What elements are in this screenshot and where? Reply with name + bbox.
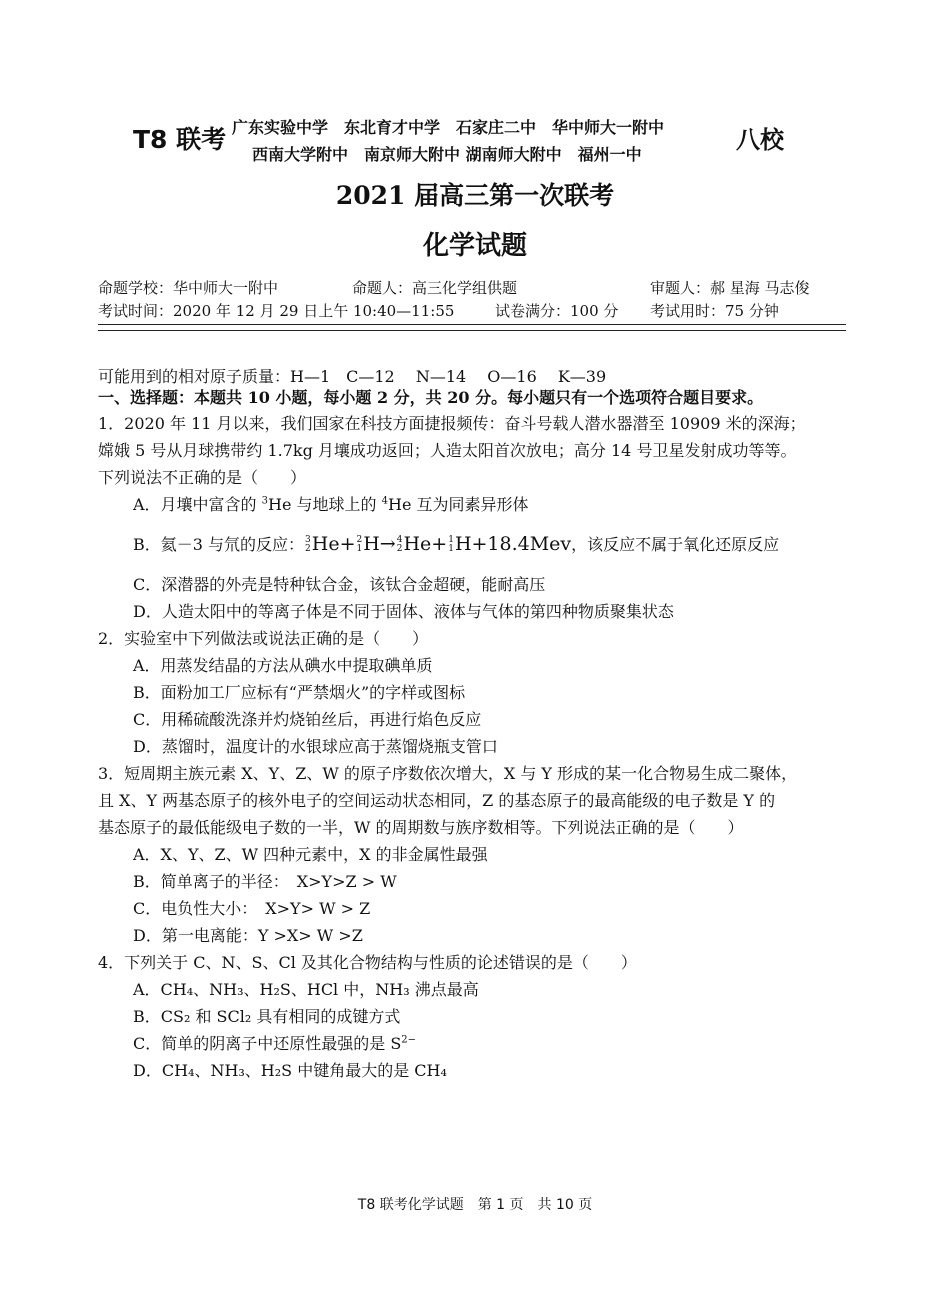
schools-suffix: 八校 — [736, 125, 784, 154]
q1-b-text-post: ，该反应不属于氧化还原反应 — [571, 535, 780, 554]
q1-b-text-pre: B．氦－3 与氘的反应： — [133, 535, 305, 554]
meta-duration: 考试用时：75 分钟 — [650, 302, 779, 320]
q1-a-mass-4: 4 — [381, 495, 389, 507]
page-footer: T8 联考化学试题 第 1 页 共 10 页 — [357, 1197, 593, 1213]
q2-option-a: A．用蒸发结晶的方法从碘水中提取碘单质 — [133, 656, 433, 675]
brand-label: T8 联考 — [133, 125, 227, 154]
header-rule-top — [98, 324, 846, 325]
nuclear-equation: 3 2 He+ 2 1 H→ 4 2 He+ 1 1 H+18.4Mev — [305, 533, 572, 555]
q1-a-text-post: He 互为同素异形体 — [388, 495, 529, 514]
section-1-heading: 一、选择题：本题共 10 小题，每小题 2 分，共 20 分。每小题只有一个选项符合题目要求。 — [98, 388, 764, 407]
subject-title: 化学试题 — [422, 231, 527, 261]
q1-a-text-mid: He 与地球上的 — [268, 495, 382, 514]
meta-full-score: 试卷满分：100 分 — [495, 302, 619, 320]
q3-stem-line-2: 且 X、Y 两基态原子的核外电子的空间运动状态相同，Z 的基态原子的最高能级的电子数是 Y 的 — [98, 791, 776, 810]
q4-option-d: D．CH₄、NH₃、H₂S 中键角最大的是 CH₄ — [133, 1061, 447, 1080]
q3-option-a: A．X、Y、Z、W 四种元素中，X 的非金属性最强 — [133, 845, 488, 864]
meta-author: 命题人：高三化学组供题 — [352, 279, 518, 297]
q1-stem-line-3: 下列说法不正确的是（ ） — [98, 468, 307, 487]
q3-stem-line-1: 3．短周期主族元素 X、Y、Z、W 的原子序数依次增大，X 与 Y 形成的某一化合物易生成二聚体， — [98, 764, 798, 783]
q3-option-b: B．简单离子的半径： X>Y>Z > W — [133, 872, 397, 891]
q1-option-c: C．深潜器的外壳是特种钛合金，该钛合金超硬，能耐高压 — [133, 575, 546, 594]
schools-row-2: 西南大学附中 南京师大附中 湖南师大附中 福州一中 — [252, 145, 642, 164]
q2-option-b: B．面粉加工厂应标有“严禁烟火”的字样或图标 — [133, 683, 466, 702]
q4-option-c — [133, 1034, 416, 1054]
q4-option-b: B．CS₂ 和 SCl₂ 具有相同的成键方式 — [133, 1007, 401, 1026]
q1-a-text-pre: A．月壤中富含的 — [133, 495, 262, 514]
q1-option-a — [133, 495, 529, 515]
exam-title: 2021 届高三第一次联考 — [335, 181, 615, 210]
meta-time: 考试时间：2020 年 12 月 29 日上午 10:40—11:55 — [98, 302, 455, 320]
q4-option-a: A．CH₄、NH₃、H₂S、HCl 中，NH₃ 沸点最高 — [133, 980, 479, 999]
q1-a-mass-3: 3 — [261, 495, 269, 507]
meta-reviewer: 审题人：郝 星海 马志俊 — [650, 279, 810, 297]
atomic-masses: 可能用到的相对原子质量：H—1 C—12 N—14 O—16 K—39 — [98, 367, 607, 386]
q1-stem-line-1: 1．2020 年 11 月以来，我们国家在科技方面捷报频传：奋斗号载人潜水器潜至 10909 米的深海； — [98, 414, 806, 433]
q4-c-text: C．简单的阴离子中还原性最强的是 S — [133, 1034, 402, 1053]
q3-option-c: C．电负性大小： X>Y> W > Z — [133, 899, 371, 918]
q1-option-b — [133, 534, 779, 555]
header-rule-bottom — [98, 330, 846, 331]
q1-option-d: D．人造太阳中的等离子体是不同于固体、液体与气体的第四种物质聚集状态 — [133, 602, 674, 621]
schools-row-1: 广东实验中学 东北育才中学 石家庄二中 华中师大一附中 — [232, 118, 665, 137]
q3-stem-line-3: 基态原子的最低能级电子数的一半，W 的周期数与族序数相等。下列说法正确的是（ ） — [98, 818, 744, 837]
q2-option-c: C．用稀硫酸洗涤并灼烧铂丝后，再进行焰色反应 — [133, 710, 482, 729]
q1-stem-line-2: 嫦娥 5 号从月球携带约 1.7kg 月壤成功返回；人造太阳首次放电；高分 14 号卫星发射成功等等。 — [98, 441, 797, 460]
q4-c-charge: 2− — [401, 1034, 417, 1046]
q4-stem: 4．下列关于 C、N、S、Cl 及其化合物结构与性质的论述错误的是（ ） — [98, 953, 637, 972]
q3-option-d: D．第一电离能：Y >X> W >Z — [133, 926, 363, 945]
q2-option-d: D．蒸馏时，温度计的水银球应高于蒸馏烧瓶支管口 — [133, 737, 498, 756]
q2-stem: 2．实验室中下列做法或说法正确的是（ ） — [98, 629, 429, 648]
meta-school: 命题学校：华中师大一附中 — [98, 279, 279, 297]
